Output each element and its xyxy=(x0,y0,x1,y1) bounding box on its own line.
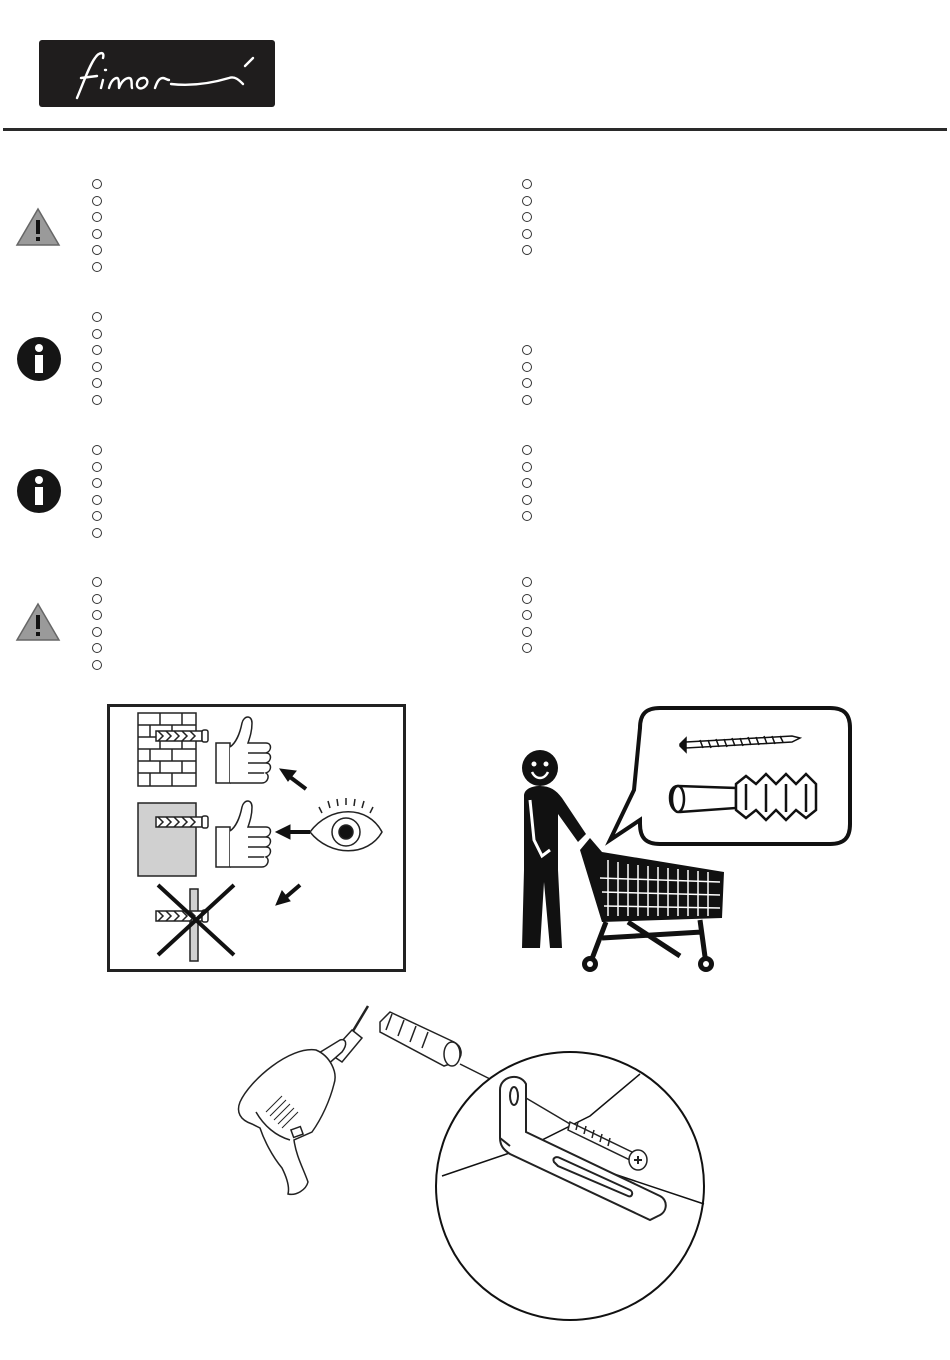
radio-circle-icon xyxy=(92,478,102,488)
wall-types-drawing xyxy=(110,707,403,969)
radio-circle-icon xyxy=(92,495,102,505)
radio-circle-icon xyxy=(92,245,102,255)
radio-circle-icon xyxy=(92,212,102,222)
radio-circle-icon xyxy=(522,196,532,206)
radio-circle-icon xyxy=(522,594,532,604)
info-circle-icon xyxy=(16,336,62,382)
radio-circle-icon xyxy=(522,643,532,653)
person-icon xyxy=(522,750,586,948)
magnified-detail-circle xyxy=(436,1052,704,1320)
drill-and-bracket-mounting-illustration xyxy=(230,1000,730,1330)
radio-circle-icon xyxy=(522,627,532,637)
radio-circle-icon xyxy=(92,643,102,653)
brand-logo xyxy=(39,40,275,107)
radio-circle-icon xyxy=(522,495,532,505)
bullet-list-right xyxy=(522,445,532,528)
radio-circle-icon xyxy=(522,212,532,222)
radio-circle-icon xyxy=(92,660,102,670)
shopping-for-fixings-illustration xyxy=(510,700,860,980)
shopping-cart-icon xyxy=(580,838,724,972)
bullet-list-left xyxy=(92,445,102,544)
radio-circle-icon xyxy=(92,577,102,587)
drill-icon xyxy=(239,1006,369,1194)
radio-circle-icon xyxy=(522,610,532,620)
wall-type-comparison-illustration xyxy=(107,704,406,972)
radio-circle-icon xyxy=(522,478,532,488)
radio-circle-icon xyxy=(92,395,102,405)
info-section-2 xyxy=(0,441,950,551)
radio-circle-icon xyxy=(92,345,102,355)
eye-icon xyxy=(310,798,382,851)
radio-circle-icon xyxy=(92,462,102,472)
thumbs-up-icon xyxy=(216,717,271,783)
warning-triangle-icon xyxy=(15,207,61,247)
radio-circle-icon xyxy=(522,229,532,239)
bullet-list-left xyxy=(92,179,102,278)
radio-circle-icon xyxy=(92,528,102,538)
bullet-list-left xyxy=(92,577,102,676)
brick-wall-icon xyxy=(138,713,196,786)
radio-circle-icon xyxy=(522,378,532,388)
radio-circle-icon xyxy=(522,362,532,372)
radio-circle-icon xyxy=(92,329,102,339)
radio-circle-icon xyxy=(92,610,102,620)
warning-triangle-icon xyxy=(15,602,61,642)
info-circle-icon xyxy=(16,468,62,514)
safety-section-warning xyxy=(0,175,950,275)
arrow-icons xyxy=(276,769,310,905)
wall-plug-icon xyxy=(380,1012,461,1066)
bullet-list-left xyxy=(92,312,102,411)
radio-circle-icon xyxy=(522,345,532,355)
brand-logo-signature xyxy=(39,40,275,107)
bullet-list-right xyxy=(522,179,532,262)
radio-circle-icon xyxy=(522,445,532,455)
radio-circle-icon xyxy=(522,179,532,189)
thumbs-up-icon xyxy=(216,801,271,867)
radio-circle-icon xyxy=(522,395,532,405)
solid-wall-icon xyxy=(138,803,208,876)
radio-circle-icon xyxy=(92,229,102,239)
radio-circle-icon xyxy=(522,245,532,255)
radio-circle-icon xyxy=(92,196,102,206)
radio-circle-icon xyxy=(92,362,102,372)
radio-circle-icon xyxy=(92,594,102,604)
radio-circle-icon xyxy=(92,262,102,272)
safety-section-warning-2 xyxy=(0,573,950,673)
radio-circle-icon xyxy=(92,511,102,521)
radio-circle-icon xyxy=(92,179,102,189)
radio-circle-icon xyxy=(92,378,102,388)
header-divider xyxy=(3,128,947,131)
radio-circle-icon xyxy=(92,445,102,455)
bullet-list-right xyxy=(522,345,532,411)
radio-circle-icon xyxy=(522,462,532,472)
info-section-1 xyxy=(0,308,950,418)
speech-bubble xyxy=(610,708,850,844)
radio-circle-icon xyxy=(522,577,532,587)
wall-anchor-icon xyxy=(156,730,208,742)
radio-circle-icon xyxy=(92,312,102,322)
radio-circle-icon xyxy=(522,511,532,521)
bullet-list-right xyxy=(522,577,532,660)
radio-circle-icon xyxy=(92,627,102,637)
